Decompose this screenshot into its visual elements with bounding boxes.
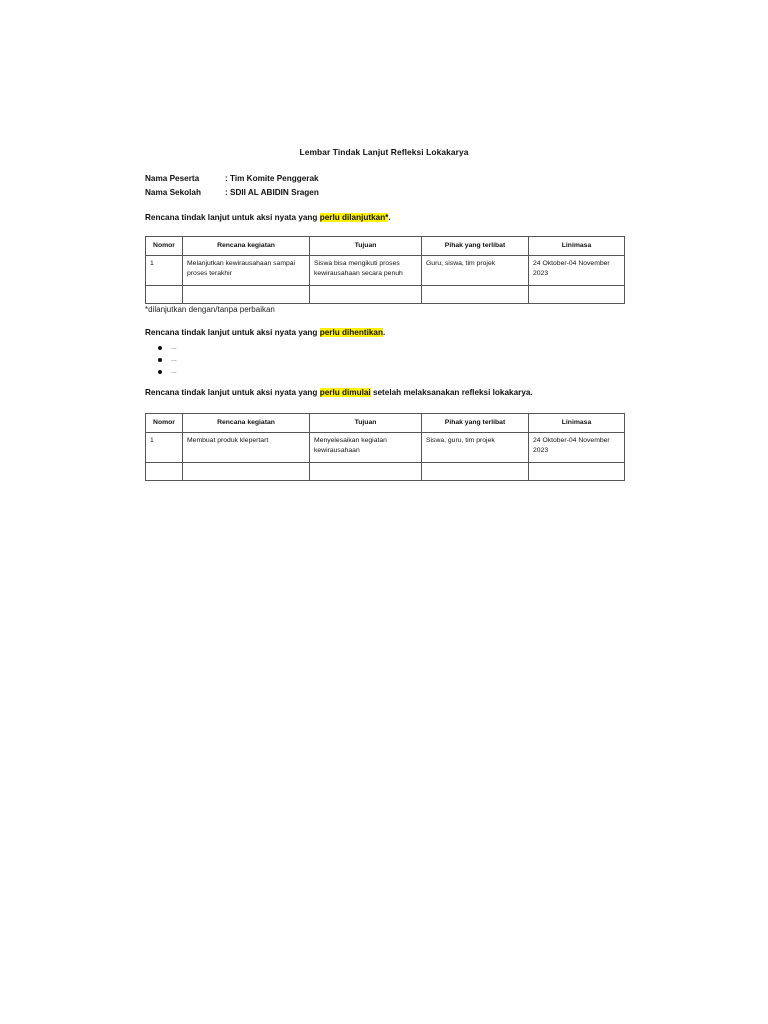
heading-suffix: . <box>388 213 391 222</box>
table-cell <box>183 286 310 304</box>
header-rencana-kegiatan: Rencana kegiatan <box>183 414 310 433</box>
list-item-text: ... <box>171 344 177 351</box>
info-label-school: Nama Sekolah <box>145 188 201 197</box>
info-label-participant: Nama Peserta <box>145 174 200 183</box>
table-row <box>146 286 625 304</box>
header-linimasa: Linimasa <box>529 237 625 256</box>
info-row-participant <box>145 174 319 183</box>
table-row <box>146 463 625 481</box>
table-cell: 1 <box>146 256 183 286</box>
header-pihak: Pihak yang terlibat <box>422 237 529 256</box>
table-cell: Menyelesaikan kegiatan kewirausahaan <box>310 433 422 463</box>
bullet-icon <box>158 346 162 350</box>
heading-highlight: perlu dilanjutkan* <box>319 213 389 222</box>
table-row <box>146 256 625 286</box>
heading-text: Rencana tindak lanjut untuk aksi nyata yang <box>145 328 320 337</box>
heading-highlight: perlu dimulai <box>319 388 371 397</box>
table-cell <box>422 286 529 304</box>
header-linimasa: Linimasa <box>529 414 625 433</box>
table-cell: Siswa bisa mengikuti proses kewirausahaan secara penuh <box>310 256 422 286</box>
section-heading-start <box>145 388 533 397</box>
footnote: *dilanjutkan dengan/tanpa perbaikan <box>145 305 275 314</box>
table-cell: 24 Oktober-04 November 2023 <box>529 433 625 463</box>
table-cell: Membuat produk klepertart <box>183 433 310 463</box>
table-continue-plan <box>145 236 625 304</box>
table-cell: Melanjutkan kewirausahaan sampai proses terakhir <box>183 256 310 286</box>
info-value-participant: : Tim Komite Penggerak <box>225 174 319 183</box>
list-item-text: ... <box>171 368 177 375</box>
list-item <box>158 342 177 354</box>
bullet-list <box>158 342 177 378</box>
heading-text: Rencana tindak lanjut untuk aksi nyata yang <box>145 388 320 397</box>
table-header-row <box>146 237 625 256</box>
table-cell <box>183 463 310 481</box>
table-cell <box>529 286 625 304</box>
table-cell <box>310 463 422 481</box>
table-cell: Guru, siswa, tim projek <box>422 256 529 286</box>
header-nomor: Nomor <box>146 414 183 433</box>
heading-text: Rencana tindak lanjut untuk aksi nyata yang <box>145 213 320 222</box>
table-cell: 24 Oktober-04 November 2023 <box>529 256 625 286</box>
table-cell <box>146 463 183 481</box>
table-cell <box>310 286 422 304</box>
table-cell <box>422 463 529 481</box>
header-tujuan: Tujuan <box>310 414 422 433</box>
table-header-row <box>146 414 625 433</box>
header-pihak: Pihak yang terlibat <box>422 414 529 433</box>
list-item <box>158 354 177 366</box>
table-cell <box>529 463 625 481</box>
heading-suffix: . <box>382 328 386 337</box>
table-start-plan <box>145 413 625 481</box>
info-value-school: : SDII AL ABIDIN Sragen <box>225 188 319 197</box>
heading-highlight: perlu dihentikan <box>319 328 383 337</box>
header-tujuan: Tujuan <box>310 237 422 256</box>
table-cell: Siswa, guru, tim projek <box>422 433 529 463</box>
header-nomor: Nomor <box>146 237 183 256</box>
document-title: Lembar Tindak Lanjut Refleksi Lokakarya <box>299 147 469 157</box>
table-cell: 1 <box>146 433 183 463</box>
table-cell <box>146 286 183 304</box>
info-row-school <box>145 188 319 197</box>
section-heading-stop <box>145 328 385 337</box>
list-item-text: ... <box>171 356 177 363</box>
bullet-icon <box>158 358 162 362</box>
bullet-icon <box>158 370 162 374</box>
list-item <box>158 366 177 378</box>
header-rencana-kegiatan: Rencana kegiatan <box>183 237 310 256</box>
table-row <box>146 433 625 463</box>
heading-suffix: setelah melaksanakan refleksi lokakarya. <box>370 388 533 397</box>
section-heading-continue <box>145 213 391 222</box>
